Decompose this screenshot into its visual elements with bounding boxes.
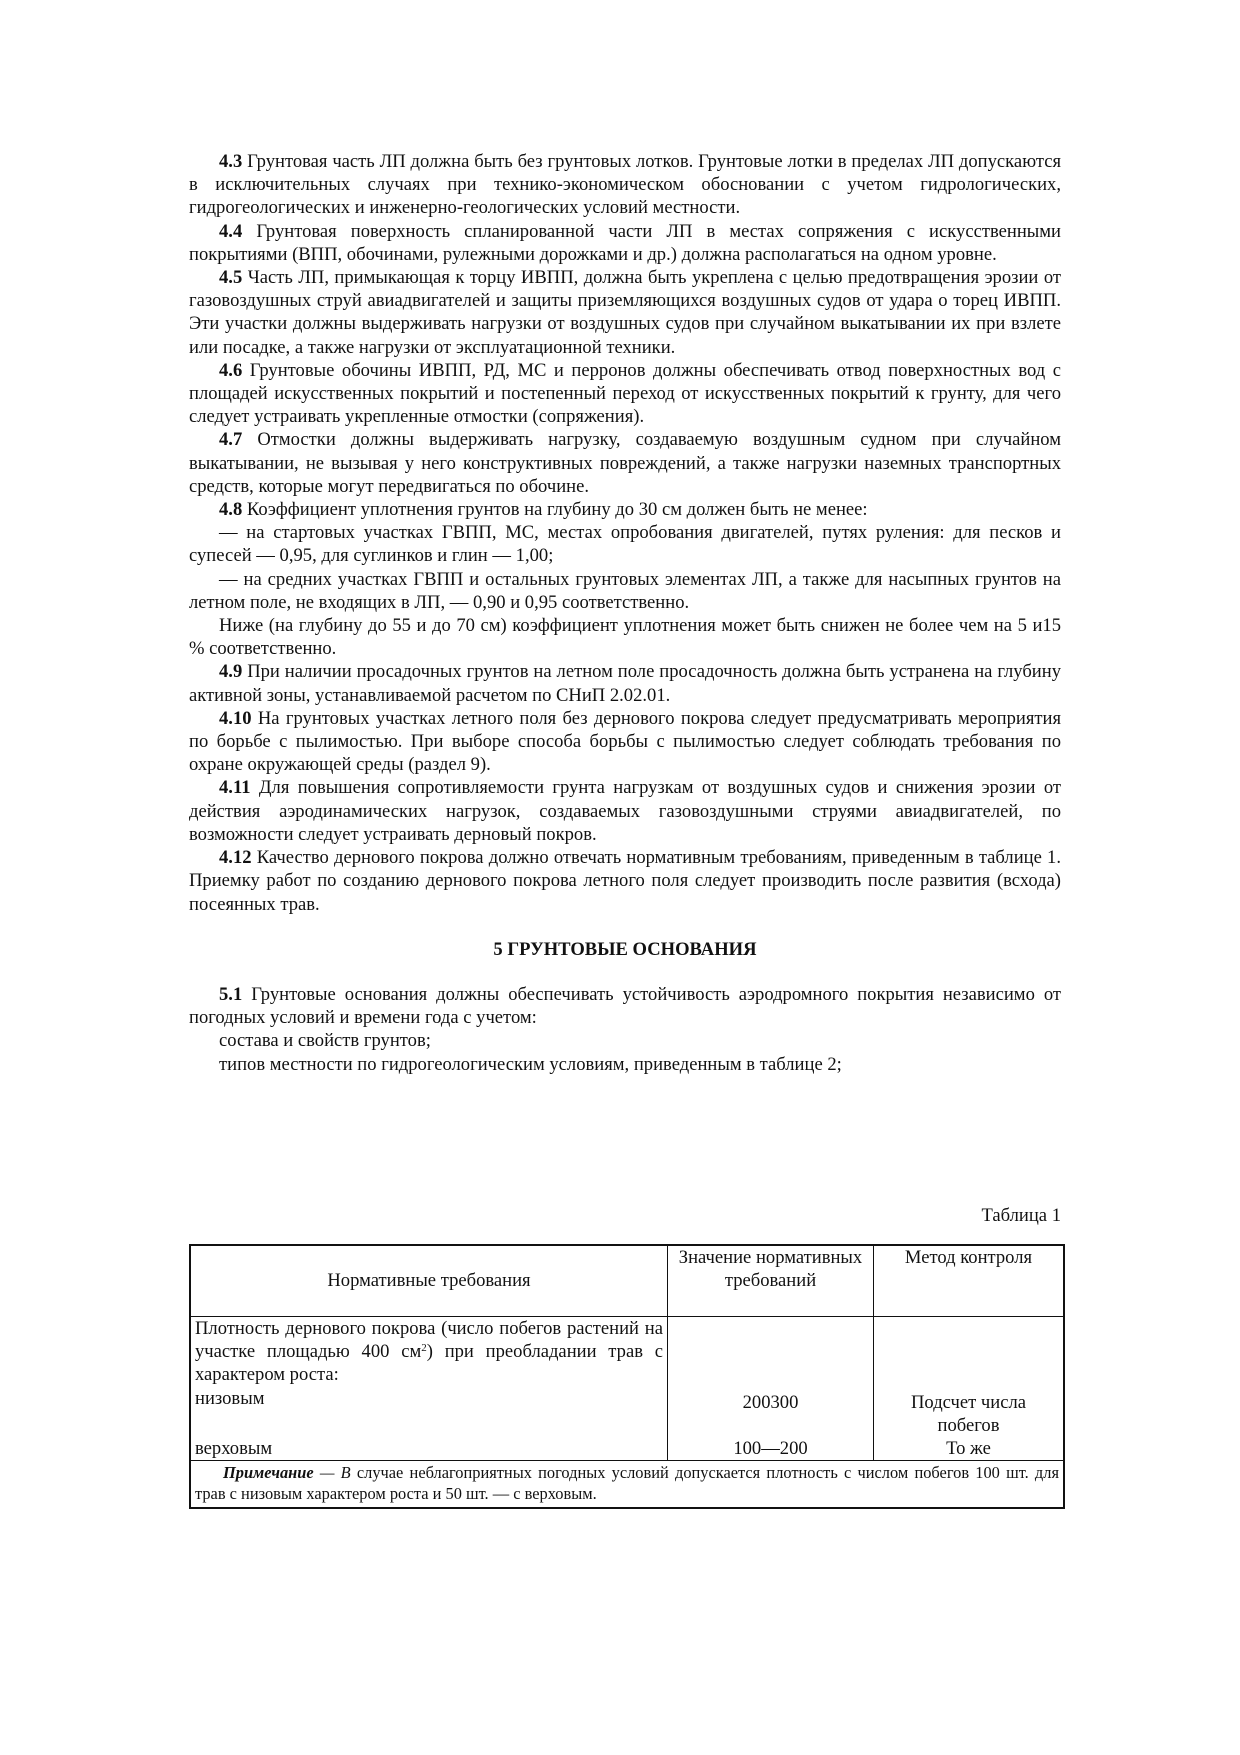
clause-4-8 [189, 498, 1061, 521]
note-dash: — [313, 1463, 341, 1483]
note-first-word: В [340, 1463, 351, 1483]
clause-text: Отмостки должны выдерживать нагрузку, создаваемую воздушным судном при случайном выкатывании, не вызывая у него конструктивных повреждений, а также нагрузки наземных транспортных средств, которые могут передвигаться по обочине. [189, 429, 1061, 497]
clause-number: 4.11 [219, 777, 251, 799]
table-row [190, 1387, 1064, 1437]
clause-number: 4.5 [219, 267, 243, 289]
clause-number: 4.7 [219, 429, 243, 451]
header-requirements: Нормативные требования [190, 1245, 668, 1317]
clause-continuation [189, 568, 1061, 614]
note-label: Примечание [223, 1463, 314, 1483]
table-header-row [190, 1245, 1064, 1317]
clause-continuation [189, 1029, 1061, 1052]
clause-4-9 [189, 660, 1061, 706]
clause-text: При наличии просадочных грунтов на летном поле просадочность должна быть устранена на глубину активной зоны, устанавливаемой расчетом по СНиП 2.02.01. [189, 661, 1061, 706]
clause-text: — на средних участках ГВПП и остальных грунтовых элементах ЛП, а также для насыпных грунтов на летном поле, не входящих в ЛП, — 0,90 и 0,95 соответственно. [189, 568, 1061, 613]
clause-continuation [189, 1053, 1061, 1076]
intro-cell [190, 1316, 668, 1386]
clause-text: состава и свойств грунтов; [219, 1030, 431, 1052]
clause-4-11 [189, 776, 1061, 846]
clause-text: — на стартовых участках ГВПП, МС, местах опробования двигателей, путях руления: для песков и супесей — 0,95, для суглинков и глин — 1,00; [189, 522, 1061, 567]
clauses-section-5 [189, 983, 1061, 1076]
row-label: верховым [190, 1437, 668, 1461]
table-note [190, 1461, 1064, 1508]
table-note-row [190, 1461, 1064, 1508]
clause-number: 4.3 [219, 151, 243, 172]
clause-text: Коэффициент уплотнения грунтов на глубину до 30 см должен быть не менее: [246, 499, 868, 521]
clause-text: Для повышения сопротивляемости грунта нагрузкам от воздушных судов и снижения эрозии от действия аэродинамических нагрузок, создаваемых газовоздушными струями авиадвигателей, по возможности следует устраивать дерновый покров. [189, 777, 1061, 845]
clause-4-5 [189, 266, 1061, 359]
clause-text: Грунтовая часть ЛП должна быть без грунтовых лотков. Грунтовые лотки в пределах ЛП допускаются в исключительных случаях при технико-экономическом обосновании с учетом гидрологических, гидрогеологических и инженерно-геологических условий местности. [189, 151, 1061, 219]
intro-method-cell [874, 1316, 1065, 1386]
document-body [189, 150, 1061, 1509]
clause-number: 5.1 [219, 983, 243, 1005]
note-text: случае неблагоприятных погодных условий допускается плотность с числом побегов 100 шт. для трав с низовым характером роста и 50 шт. — с верховым. [195, 1463, 1059, 1504]
header-value: Значение нормативных требований [668, 1245, 874, 1317]
table-1 [189, 1244, 1065, 1509]
table-intro-row [190, 1316, 1064, 1386]
clause-text: На грунтовых участках летного поля без дернового покрова следует предусматривать мероприятия по борьбе с пылимостью. При выборе способа борьбы с пылимостью следует соблюдать требования по охране окружающей среды (раздел 9). [189, 707, 1061, 776]
clause-4-4 [189, 220, 1061, 266]
row-method: То же [874, 1437, 1065, 1461]
row-method: Подсчет числа побегов [874, 1387, 1065, 1437]
header-method: Метод контроля [874, 1245, 1065, 1317]
clause-text: Ниже (на глубину до 55 и до 70 см) коэффициент уплотнения может быть снижен не более чем на 5 и15 % соответственно. [189, 615, 1061, 660]
clause-continuation [189, 614, 1061, 660]
row-value: 200300 [668, 1387, 874, 1437]
intro-value-cell [668, 1316, 874, 1386]
row-label: низовым [190, 1387, 668, 1437]
clause-4-6 [189, 359, 1061, 429]
clause-text: Грунтовая поверхность спланированной части ЛП в местах сопряжения с искусственными покрытиями (ВПП, обочинами, рулежными дорожками и др.) должна располагаться на одном уровне. [189, 220, 1061, 265]
row-value: 100—200 [668, 1437, 874, 1461]
clause-4-3 [189, 150, 1061, 220]
intro-text: Плотность дернового покрова (число побегов растений на участке площадью 400 см [195, 1317, 663, 1363]
clause-number: 4.10 [219, 707, 252, 729]
clause-number: 4.9 [219, 661, 243, 683]
clause-text: Грунтовые основания должны обеспечивать устойчивость аэродромного покрытия независимо от погодных условий и времени года с учетом: [189, 983, 1061, 1029]
clause-text: Грунтовые обочины ИВПП, РД, МС и перронов должны обеспечивать отвод поверхностных вод с площадей искусственных покрытий и постепенный переход от искусственных покрытий к грунту, для чего следует устраивать укрепленные отмостки (сопряжения). [189, 359, 1062, 428]
clauses-section-4 [189, 150, 1061, 916]
clause-text: Качество дернового покрова должно отвечать нормативным требованиям, приведенным в таблице 1. Приемку работ по созданию дернового покрова летного поля следует производить после развития (всхода) посеянных трав. [189, 847, 1062, 915]
clause-continuation [189, 521, 1061, 567]
intro-superscript: 2 [421, 1342, 427, 1355]
clause-text: типов местности по гидрогеологическим условиям, приведенным в таблице 2; [219, 1053, 842, 1075]
section-heading: 5 ГРУНТОВЫЕ ОСНОВАНИЯ [493, 938, 757, 960]
clause-4-10 [189, 707, 1061, 777]
clause-4-12 [189, 846, 1061, 916]
table-row [190, 1437, 1064, 1461]
blank-space [189, 1076, 1061, 1204]
clause-text: Часть ЛП, примыкающая к торцу ИВПП, должна быть укреплена с целью предотвращения эрозии от газовоздушных струй авиадвигателей и защиты приземляющихся воздушных судов от удара о торец ИВПП. Эти участки должны выдерживать нагрузки от воздушных судов при случайном выкатывании их при взлете или посадке, а также нагрузки от эксплуатационной техники. [189, 267, 1061, 358]
clause-number: 4.8 [219, 499, 243, 521]
clause-4-7 [189, 428, 1061, 498]
clause-number: 4.6 [219, 359, 243, 381]
clause-number: 4.4 [219, 220, 243, 242]
clause-number: 4.12 [219, 847, 252, 869]
table-caption: Таблица 1 [981, 1204, 1061, 1226]
intro-tail: ) при преобладании трав с характером роста: [195, 1341, 663, 1386]
clause-5-1 [189, 983, 1061, 1029]
